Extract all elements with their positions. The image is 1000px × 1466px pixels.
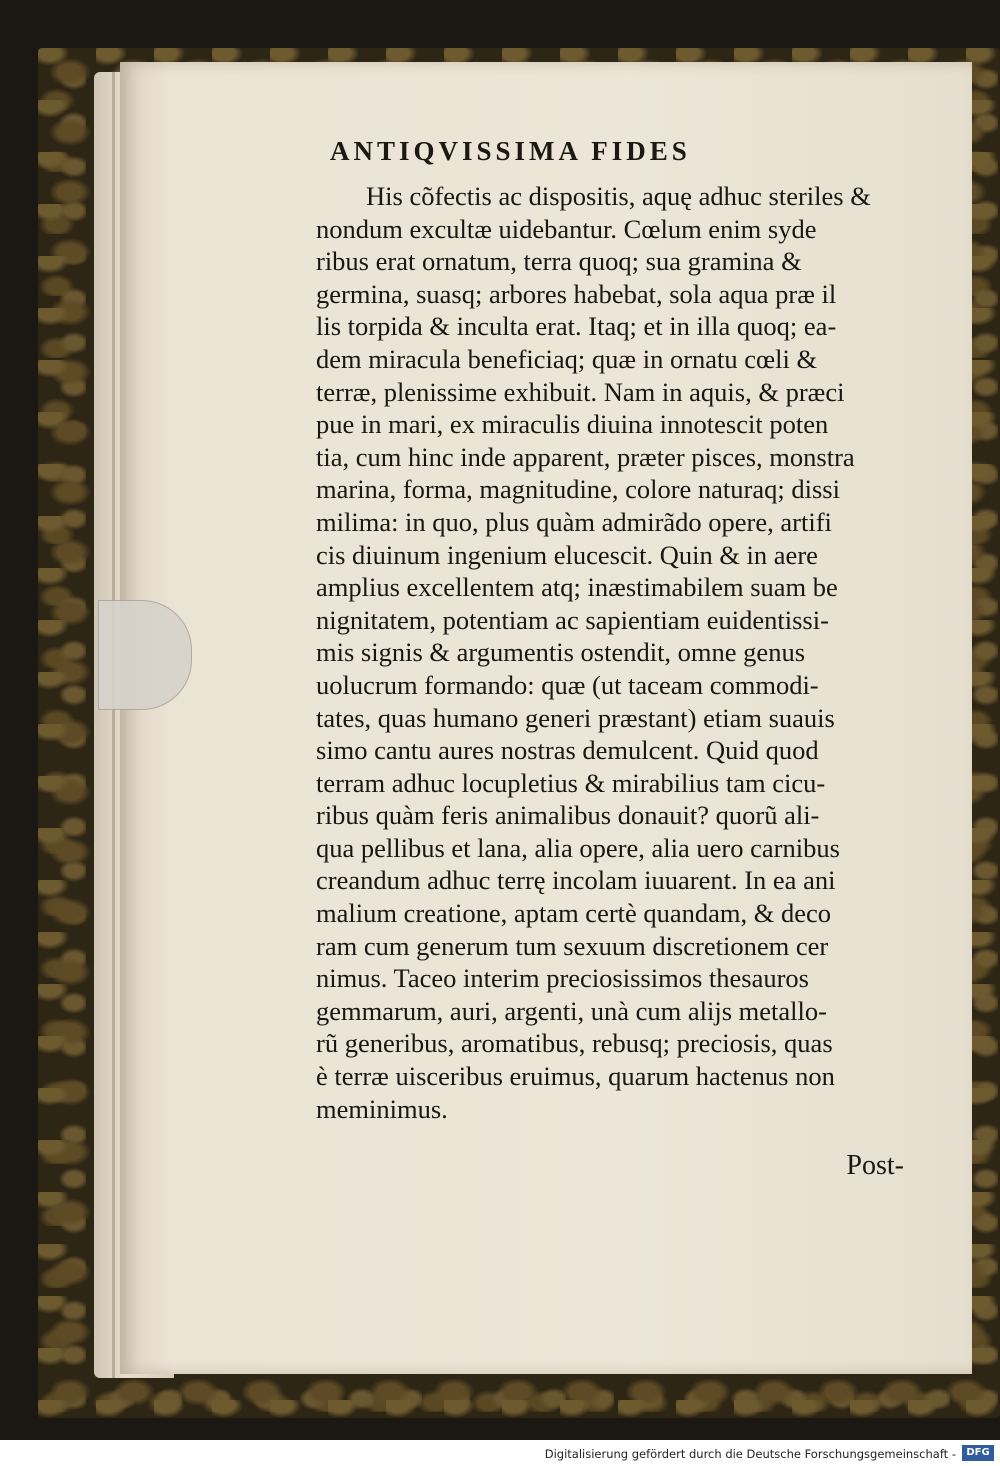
text-line: milima: in quo, plus quàm admirãdo opere, artifi bbox=[316, 506, 832, 537]
text-line: qua pellibus et lana, alia opere, alia uero carnibus bbox=[316, 832, 840, 863]
text-line: ribus quàm feris animalibus donauit? quorũ ali- bbox=[316, 800, 820, 831]
text-line: è terræ uisceribus eruimus, quarum hactenus non bbox=[316, 1061, 835, 1092]
text-line: simo cantu aures nostras demulcent. Quid quod bbox=[316, 735, 819, 766]
body-text bbox=[316, 180, 916, 1125]
text-line: His cõfectis ac dispositis, aquę adhuc steriles & bbox=[366, 181, 871, 211]
dfg-logo: DFG bbox=[962, 1445, 994, 1461]
text-line: marina, forma, magnitudine, colore naturaq; dissi bbox=[316, 474, 840, 505]
text-line: terræ, plenissime exhibuit. Nam in aquis, & præci bbox=[316, 376, 845, 407]
text-line: uolucrum formando: quæ (ut taceam commodi- bbox=[316, 669, 819, 700]
text-line: nondum excultæ uidebantur. Cœlum enim syde bbox=[316, 213, 817, 244]
text-line: gemmarum, auri, argenti, unà cum alijs metallo- bbox=[316, 995, 827, 1026]
footer-bar bbox=[0, 1440, 1000, 1466]
text-line: rũ generibus, aromatibus, rebusq; preciosis, quas bbox=[316, 1028, 833, 1059]
running-head: ANTIQVISSIMA FIDES bbox=[330, 136, 691, 166]
text-line: cis diuinum ingenium elucescit. Quin & in aere bbox=[316, 539, 818, 570]
text-line: nimus. Taceo interim preciosissimos thesauros bbox=[316, 963, 809, 994]
text-line: ribus erat ornatum, terra quoq; sua gramina & bbox=[316, 246, 802, 277]
text-line: nignitatem, potentiam ac sapientiam euidentissi- bbox=[316, 604, 829, 635]
text-line: creandum adhuc terrę incolam iuuarent. In ea ani bbox=[316, 865, 836, 896]
text-line: lis torpida & inculta erat. Itaq; et in illa quoq; ea- bbox=[316, 311, 837, 342]
text-line: ram cum generum tum sexuum discretionem cer bbox=[316, 930, 829, 961]
text-line: mis signis & argumentis ostendit, omne genus bbox=[316, 637, 806, 668]
catchword: Post- bbox=[846, 1150, 904, 1181]
text-line: germina, suasq; arbores habebat, sola aqua præ il bbox=[316, 278, 837, 309]
text-line: tates, quas humano generi præstant) etiam suauis bbox=[316, 702, 835, 733]
funding-credit: Digitalisierung gefördert durch die Deutsche Forschungsgemeinschaft - bbox=[544, 1447, 956, 1461]
text-line: tia, cum hinc inde apparent, præter pisces, monstra bbox=[316, 441, 855, 472]
text-line: meminimus. bbox=[316, 1093, 448, 1124]
text-line: dem miracula beneficiaq; quæ in ornatu cœli & bbox=[316, 343, 818, 374]
text-line: amplius excellentem atq; inæstimabilem suam be bbox=[316, 572, 838, 603]
text-line: pue in mari, ex miraculis diuina innotescit poten bbox=[316, 409, 829, 440]
page-clip-tab bbox=[98, 600, 192, 710]
text-line: malium creatione, aptam certè quandam, & deco bbox=[316, 898, 832, 929]
text-line: terram adhuc locupletius & mirabilius tam cicu- bbox=[316, 767, 826, 798]
